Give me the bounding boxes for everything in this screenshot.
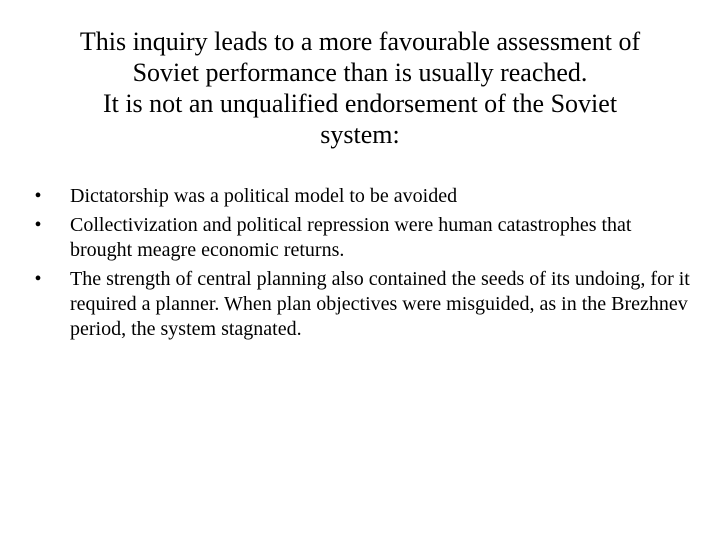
slide-title xyxy=(36,26,684,150)
bullet-icon: • xyxy=(34,268,42,290)
bullet-icon: • xyxy=(34,185,42,207)
bullet-text: Dictatorship was a political model to be avoided xyxy=(70,185,458,207)
bullet-item xyxy=(28,213,692,263)
bullet-item xyxy=(28,184,692,209)
bullet-item xyxy=(28,267,692,342)
bullet-list xyxy=(28,184,692,346)
bullet-text: The strength of central planning also contained the seeds of its undoing, for it required a planner. When plan objectives were misguided, as in the Brezhnev period, the system stagnated. xyxy=(70,268,690,340)
title-line: It is not an unqualified endorsement of the Soviet xyxy=(102,89,618,118)
title-line: system: xyxy=(320,120,400,149)
title-line: Soviet performance than is usually reached. xyxy=(132,58,588,87)
bullet-icon: • xyxy=(34,214,42,236)
bullet-text: Collectivization and political repression were human catastrophes that brought meagre economic returns. xyxy=(70,214,632,261)
title-line: This inquiry leads to a more favourable assessment of xyxy=(79,27,641,56)
